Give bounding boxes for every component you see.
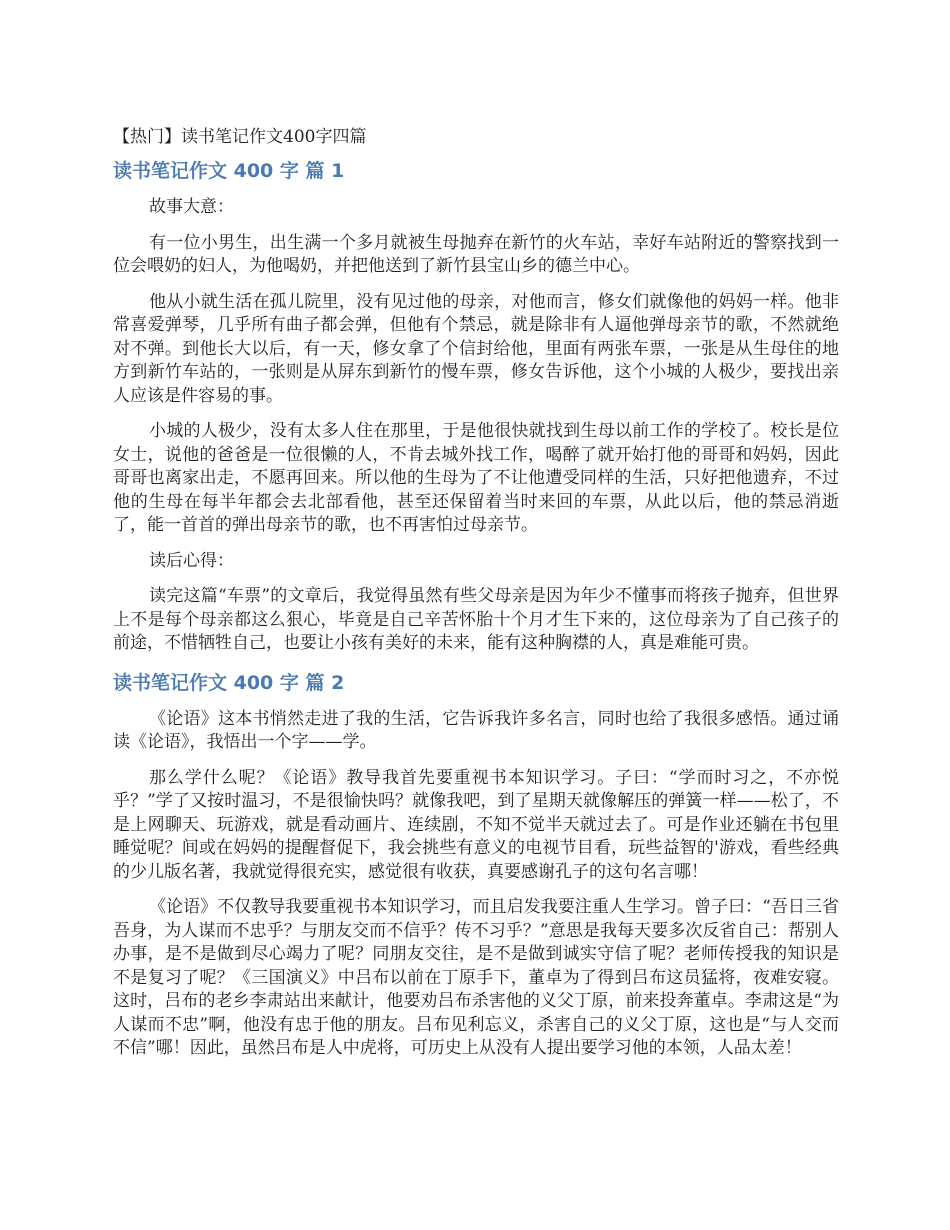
paragraph: 故事大意： [149, 197, 234, 217]
paragraph: 那么学什么呢？《论语》教导我首先要重视书本知识学习。子曰：“学而时习之，不亦悦乎？”学了又按时温习，不是很愉快吗？就像我吧，到了星期天就像解压的弹簧一样——松了，不是上网聊天、玩游戏，就是看动画片、连续剧，不知不觉半天就过去了。可是作业还躺在书包里睡觉呢？间或在妈妈的提醒督促下，我会挑些有意义的电视节目看，玩些益智的'游戏，看些经典的少儿版名著，我就觉得很充实，感觉很有收获，真要感谢孔子的这句名言哪！ [113, 767, 839, 882]
section-heading: 读书笔记作文 400 字 篇 1 [113, 160, 345, 182]
paragraph: 有一位小男生，出生满一个多月就被生母抛弃在新竹的火车站，幸好车站附近的警察找到一位会喂奶的妇人，为他喝奶，并把他送到了新竹县宝山乡的德兰中心。 [113, 232, 839, 276]
paragraph: 读后心得： [149, 550, 234, 571]
document-page [113, 122, 839, 1073]
section-heading: 读书笔记作文 400 字 篇 2 [113, 671, 345, 694]
paragraph: 读完这篇“车票”的文章后，我觉得虽然有些父母亲是因为年少不懂事而将孩子抛弃，但世界上不是每个母亲都这么狠心，毕竟是自己辛苦怀胎十个月才生下来的，这位母亲为了自己孩子的前途，不惜牺牲自己，也要让小孩有美好的未来，能有这种胸襟的人，真是难能可贵。 [113, 586, 839, 653]
paragraph: 小城的人极少，没有太多人住在那里，于是他很快就找到生母以前工作的学校了。校长是位女士，说他的爸爸是一位很懒的人，不肯去城外找工作，喝醉了就开始打他的哥哥和妈妈，因此哥哥也离家出走，不愿再回来。所以他的生母为了不让他遭受同样的生活，只好把他遗弃，不过他的生母在每半年都会去北部看他，甚至还保留着当时来回的车票，从此以后，他的禁忌消逝了，能一首首的弹出母亲节的歌，也不再害怕过母亲节。 [113, 421, 839, 535]
section-1 [113, 156, 839, 656]
document-title: 【热门】读书笔记作文400字四篇 [113, 127, 367, 147]
paragraph: 他从小就生活在孤儿院里，没有见过他的母亲，对他而言，修女们就像他的妈妈一样。他非常喜爱弹琴，几乎所有曲子都会弹，但他有个禁忌，就是除非有人逼他弹母亲节的歌，不然就绝对不弹。到他长大以后，有一天，修女拿了个信封给他，里面有两张车票，一张是从生母住的地方到新竹车站的，一张则是从屏东到新竹的慢车票，修女告诉他，这个小城的人极少，要找出亲人应该是件容易的事。 [113, 291, 839, 406]
paragraph: 《论语》这本书悄然走进了我的生活，它告诉我许多名言，同时也给了我很多感悟。通过诵读《论语》，我悟出一个字——学。 [113, 708, 839, 752]
paragraph: 《论语》不仅教导我要重视书本知识学习，而且启发我要注重人生学习。曾子曰：“吾日三省吾身，为人谋而不忠乎？与朋友交而不信乎？传不习乎？”意思是我每天要多次反省自己：帮别人办事，是不是做到尽心竭力了呢？同朋友交往，是不是做到诚实守信了呢？老师传授我的知识是不是复习了呢？《三国演义》中吕布以前在丁原手下，董卓为了得到吕布这员猛将，夜难安寝。这时，吕布的老乡李肃站出来献计，他要劝吕布杀害他的义父丁原，前来投奔董卓。李肃这是“为人谋而不忠”啊，他没有忠于他的朋友。吕布见利忘义，杀害自己的义父丁原，这也是“与人交而不信”哪！因此，虽然吕布是人中虎将，可历史上从没有人提出要学习他的本领，人品太差！ [113, 897, 839, 1058]
section-2 [113, 668, 839, 1061]
